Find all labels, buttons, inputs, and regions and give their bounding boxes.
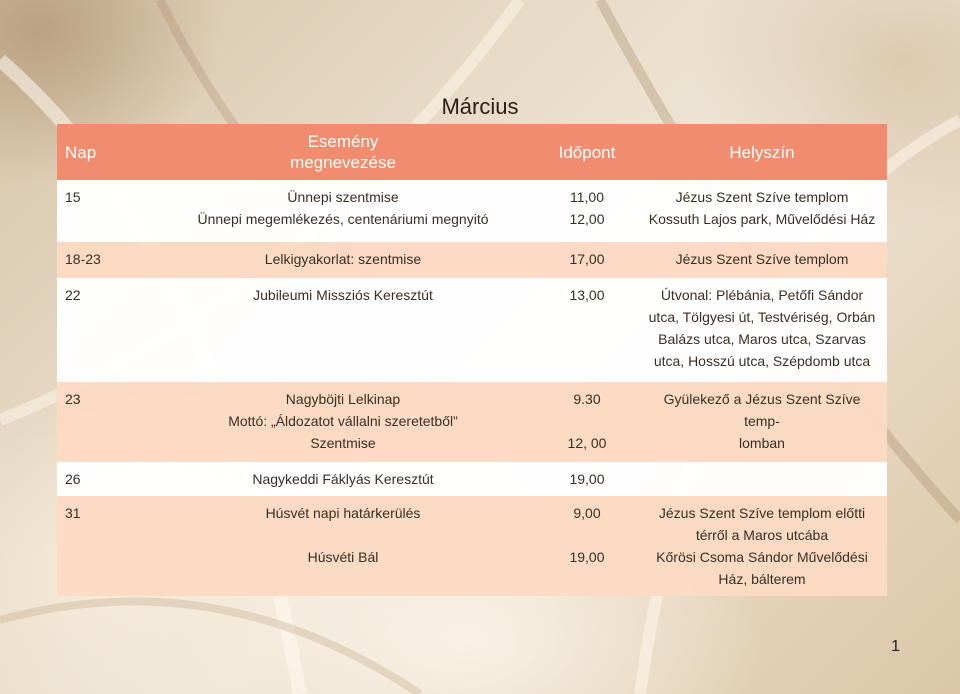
header-event-line2: megnevezése: [290, 153, 396, 172]
event-line: Húsvéti Bál: [307, 549, 379, 565]
place-line: Jézus Szent Szíve templom előtti: [658, 505, 866, 521]
place-line: utca, Tölgyesi út, Testvériség, Orbán: [648, 309, 876, 325]
row-day: 23: [57, 382, 149, 462]
place-line: Kőrösi Csoma Sándor Művelődési: [656, 549, 868, 565]
table-row: [57, 242, 887, 278]
table-row: [57, 278, 887, 382]
table-row: [57, 496, 887, 596]
event-line: Jubileumi Missziós Keresztút: [253, 287, 433, 303]
row-day: 31: [57, 496, 149, 596]
header-time: Időpont: [537, 124, 637, 180]
table-row: [57, 382, 887, 462]
row-day: 22: [57, 278, 149, 382]
place-line: Kossuth Lajos park, Művelődési Ház: [648, 211, 876, 227]
row-time: [537, 242, 637, 278]
event-line: Nagyböjti Lelkinap: [285, 391, 401, 407]
row-event: [149, 382, 537, 462]
row-day: 26: [57, 462, 149, 496]
place-line: Jézus Szent Szíve templom: [675, 189, 849, 205]
event-line: Mottó: „Áldozatot vállalni szeretetből”: [228, 413, 458, 429]
time-line: 17,00: [569, 251, 605, 267]
event-line: Lelkigyakorlat: szentmise: [264, 251, 422, 267]
table-header-row: [57, 124, 887, 180]
header-day: Nap: [57, 124, 149, 180]
row-place: [637, 382, 887, 462]
row-event: [149, 180, 537, 242]
row-event: [149, 278, 537, 382]
time-line: 19,00: [569, 549, 605, 565]
row-event: [149, 242, 537, 278]
row-place: [637, 180, 887, 242]
header-event-line1: Esemény: [307, 132, 379, 151]
row-time: [537, 462, 637, 496]
row-place: [637, 496, 887, 596]
event-line: Szentmise: [310, 435, 376, 451]
row-time: [537, 180, 637, 242]
place-line: Balázs utca, Maros utca, Szarvas: [658, 331, 866, 347]
place-line: Ház, bálterem: [718, 571, 806, 587]
table-row: [57, 180, 887, 242]
page-number: 1: [891, 638, 900, 655]
row-place: [637, 462, 887, 496]
row-time: [537, 496, 637, 596]
row-time: [537, 278, 637, 382]
time-line: 9.30: [573, 391, 601, 407]
place-line: Útvonal: Plébánia, Petőfi Sándor: [660, 287, 864, 303]
place-line: utca, Hosszú utca, Szépdomb utca: [653, 353, 871, 369]
place-line: Gyülekező a Jézus Szent Szíve temp-: [663, 391, 861, 429]
row-event: [149, 462, 537, 496]
events-table: [57, 124, 887, 596]
table-row: [57, 462, 887, 496]
row-event: [149, 496, 537, 596]
event-line: Ünnepi szentmise: [287, 189, 399, 205]
event-line: Ünnepi megemlékezés, centenáriumi megnyitó: [197, 211, 489, 227]
place-line: lomban: [739, 435, 785, 451]
row-place: [637, 278, 887, 382]
page-title: Március: [441, 94, 519, 119]
time-line: 12,00: [569, 211, 605, 227]
place-line: térről a Maros utcába: [695, 527, 829, 543]
row-day: 18-23: [57, 242, 149, 278]
event-line: Nagykeddi Fáklyás Keresztút: [252, 471, 434, 487]
place-line: Jézus Szent Szíve templom: [675, 251, 849, 267]
time-line: 9,00: [573, 505, 601, 521]
row-place: [637, 242, 887, 278]
row-day: 15: [57, 180, 149, 242]
event-line: Húsvét napi határkerülés: [265, 505, 421, 521]
time-line: 19,00: [569, 471, 605, 487]
time-line: 11,00: [570, 189, 604, 205]
row-time: [537, 382, 637, 462]
header-event: [149, 124, 537, 180]
time-line: 12, 00: [567, 435, 607, 451]
time-line: 13,00: [569, 287, 605, 303]
header-place: Helyszín: [637, 124, 887, 180]
